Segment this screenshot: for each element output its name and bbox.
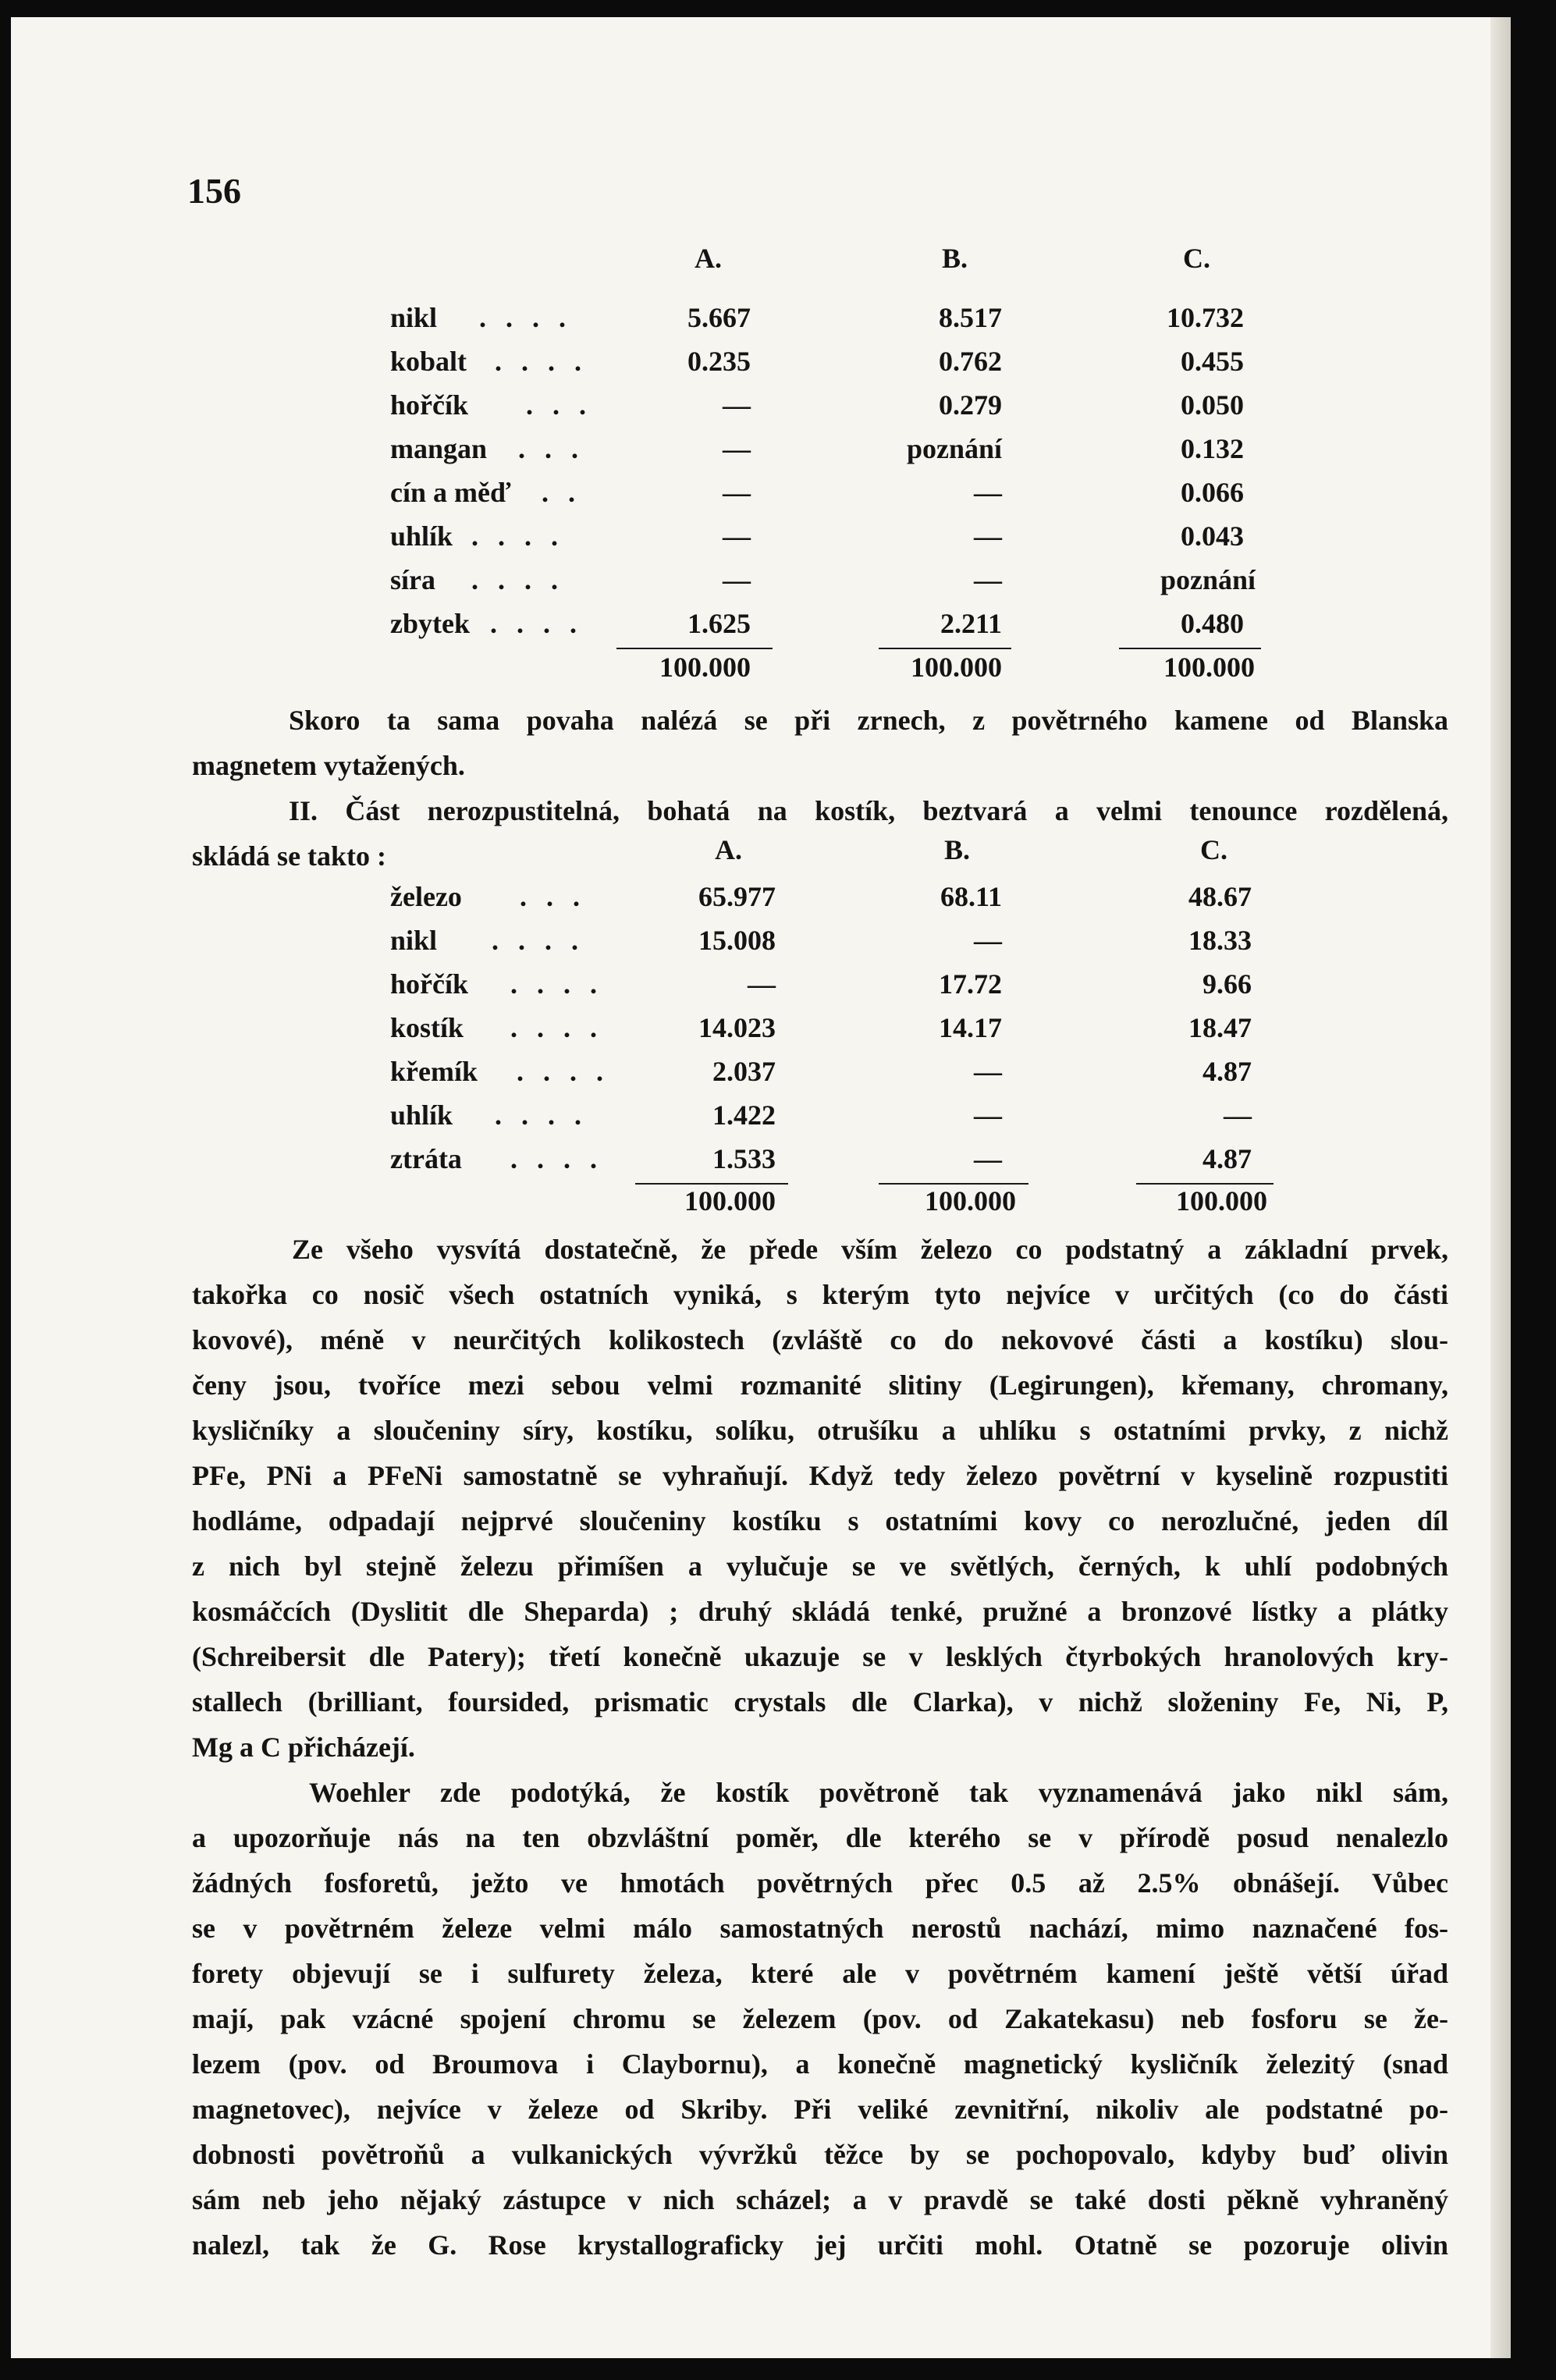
- text-line: se v povětrném železe velmi málo samostatných nerostů nachází, mimo naznačené fos-: [192, 1913, 1448, 1944]
- value-c: 0.066: [1181, 477, 1244, 508]
- text-line: hodláme, odpadají nejprvé sloučeniny kostíku s ostatními kovy co nerozlučné, jeden díl: [192, 1505, 1448, 1536]
- total-c: 100.000: [1163, 652, 1255, 683]
- row-label: zbytek: [390, 608, 470, 639]
- row-label: síra: [390, 564, 435, 595]
- page-edge: [1490, 17, 1511, 2358]
- value-a: —: [723, 433, 751, 464]
- value-b: —: [974, 564, 1002, 595]
- value-c: 4.87: [1203, 1056, 1252, 1087]
- value-b: —: [974, 1099, 1002, 1131]
- total-b: 100.000: [925, 1185, 1016, 1217]
- value-a: 0.235: [687, 346, 751, 377]
- text-line: II. Část nerozpustitelná, bohatá na kostík, beztvará a velmi tenounce rozdělená,: [289, 795, 1448, 826]
- row-label: železo: [390, 881, 462, 912]
- text-line: kosmáčcích (Dyslitit dle Sheparda) ; druhý skládá tenké, pružné a bronzové lístky a plátky: [192, 1596, 1448, 1627]
- paragraph: [289, 698, 1448, 743]
- text-line: stallech (brilliant, foursided, prismatic crystals dle Clarka), v nichž složeniny Fe, Ni, P,: [192, 1686, 1448, 1718]
- value-c: 0.043: [1181, 520, 1244, 552]
- value-c: 0.050: [1181, 389, 1244, 421]
- value-c: 18.47: [1188, 1012, 1252, 1043]
- value-c: 9.66: [1203, 968, 1252, 1000]
- column-header-a: A.: [715, 834, 742, 865]
- text-line: Woehler zde podotýká, že kostík povětroně tak vyznamenává jako nikl sám,: [309, 1777, 1448, 1808]
- sum-rule: [616, 648, 773, 649]
- value-a: —: [723, 520, 751, 552]
- value-a: —: [723, 389, 751, 421]
- value-b: —: [974, 1056, 1002, 1087]
- value-b: —: [974, 477, 1002, 508]
- leader-dots: . . .: [520, 881, 586, 912]
- value-b: —: [974, 520, 1002, 552]
- value-a: 1.625: [687, 608, 751, 639]
- text-line: žádných fosforetů, ježto ve hmotách povětrných přec 0.5 až 2.5% obnášejí. Vůbec: [192, 1867, 1448, 1899]
- paragraph: [192, 1770, 1448, 2268]
- value-a: 14.023: [698, 1012, 776, 1043]
- text-line: kovové), méně v neurčitých kolikostech (zvláště co do nekovové části a kostíku) slou-: [192, 1324, 1448, 1355]
- value-c: 10.732: [1167, 302, 1244, 333]
- leader-dots: . . . .: [495, 346, 588, 377]
- leader-dots: . . . .: [495, 1099, 588, 1131]
- row-label: uhlík: [390, 1099, 453, 1131]
- value-b: 14.17: [939, 1012, 1002, 1043]
- total-c: 100.000: [1176, 1185, 1267, 1217]
- leader-dots: . . . .: [471, 564, 564, 595]
- leader-dots: . . .: [518, 433, 584, 464]
- text-line: Mg a C přicházejí.: [192, 1732, 415, 1763]
- value-a: 1.422: [712, 1099, 776, 1131]
- value-a: 65.977: [698, 881, 776, 912]
- text-line: lezem (pov. od Broumova i Claybornu), a konečně magnetický kysličník železitý (snad: [192, 2048, 1448, 2080]
- value-a: —: [723, 477, 751, 508]
- section-heading-paragraph: [289, 788, 1448, 833]
- column-header-b: B.: [942, 243, 968, 274]
- text-line: takořka co nosič všech ostatních vyniká, s kterým tyto nejvíce v určitých (co do části: [192, 1279, 1448, 1310]
- row-label: ztráta: [390, 1143, 462, 1174]
- row-label: hořčík: [390, 389, 469, 421]
- paragraph: [192, 743, 1448, 788]
- row-label: nikl: [390, 925, 438, 956]
- paragraph: [192, 833, 504, 879]
- column-header-c: C.: [1183, 243, 1210, 274]
- total-a: 100.000: [684, 1185, 776, 1217]
- text-line: forety objevují se i sulfurety železa, které ale v povětrném kamení ještě větší úřad: [192, 1958, 1448, 1989]
- sum-rule: [1119, 648, 1261, 649]
- value-c: —: [1224, 1099, 1252, 1131]
- value-b: poznání: [906, 433, 1002, 464]
- value-b: 0.279: [939, 389, 1002, 421]
- value-c: poznání: [1160, 564, 1256, 595]
- value-a: —: [748, 968, 776, 1000]
- value-a: 2.037: [712, 1056, 776, 1087]
- column-header-b: B.: [944, 834, 971, 865]
- text-line: čeny jsou, tvoříce mezi sebou velmi rozmanité slitiny (Legirungen), křemany, chromany,: [192, 1369, 1448, 1401]
- text-line: a upozorňuje nás na ten obzvláštní poměr, dle kterého se v přírodě posud nenalezlo: [192, 1822, 1448, 1853]
- text-line: mají, pak vzácné spojení chromu se železem (pov. od Zakatekasu) neb fosforu se že-: [192, 2003, 1448, 2034]
- value-a: —: [723, 564, 751, 595]
- text-line: z nich byl stejně železu přimíšen a vylučuje se ve světlých, černých, k uhlí podobných: [192, 1551, 1448, 1582]
- value-c: 4.87: [1203, 1143, 1252, 1174]
- value-b: —: [974, 1143, 1002, 1174]
- value-b: 2.211: [940, 608, 1002, 639]
- leader-dots: . . . .: [510, 1012, 603, 1043]
- value-b: 68.11: [940, 881, 1002, 912]
- total-b: 100.000: [911, 652, 1002, 683]
- text-line: kysličníky a sloučeniny síry, kostíku, solíku, otrušíku a uhlíku s ostatními prvky, z nichž: [192, 1415, 1448, 1446]
- row-label: kostík: [390, 1012, 464, 1043]
- leader-dots: . .: [542, 477, 581, 508]
- leader-dots: . . . .: [479, 302, 572, 333]
- value-b: —: [974, 925, 1002, 956]
- text-line: (Schreibersit dle Patery); třetí konečně ukazuje se v lesklých čtyrbokých hranolových kry-: [192, 1641, 1448, 1672]
- sum-rule: [879, 648, 1011, 649]
- leader-dots: . . . .: [510, 1143, 603, 1174]
- row-label: uhlík: [390, 520, 453, 552]
- text-line: Ze všeho vysvítá dostatečně, že přede vším železo co podstatný a základní prvek,: [292, 1234, 1448, 1265]
- value-a: 15.008: [698, 925, 776, 956]
- leader-dots: . . .: [526, 389, 592, 421]
- value-b: 17.72: [939, 968, 1002, 1000]
- text-line: magnetovec), nejvíce v železe od Skriby. Při veliké zevnitřní, nikoliv ale podstatné po-: [192, 2094, 1448, 2125]
- row-label: cín a měď: [390, 477, 511, 508]
- value-a: 1.533: [712, 1143, 776, 1174]
- paragraph: [192, 1227, 1448, 1770]
- text-line: sám neb jeho nějaký zástupce v nich scházel; a v pravdě se také dosti pěkně vyhraněný: [192, 2184, 1448, 2215]
- row-label: křemík: [390, 1056, 478, 1087]
- leader-dots: . . . .: [510, 968, 603, 1000]
- value-a: 5.667: [687, 302, 751, 333]
- text-line: skládá se takto :: [192, 840, 387, 872]
- row-label: hořčík: [390, 968, 469, 1000]
- text-line: PFe, PNi a PFeNi samostatně se vyhraňují. Když tedy železo povětrní v kyselině rozpustiti: [192, 1460, 1448, 1491]
- column-header-a: A.: [695, 243, 722, 274]
- row-label: mangan: [390, 433, 488, 464]
- value-c: 0.455: [1181, 346, 1244, 377]
- text-line: Skoro ta sama povaha nalézá se při zrnech, z povětrného kamene od Blanska: [289, 705, 1448, 736]
- book-page: [11, 17, 1511, 2358]
- column-header-c: C.: [1200, 834, 1227, 865]
- text-line: nalezl, tak že G. Rose krystallograficky jej určiti mohl. Otatně se pozoruje olivin: [192, 2229, 1448, 2261]
- leader-dots: . . . .: [490, 608, 583, 639]
- row-label: kobalt: [390, 346, 467, 377]
- value-c: 0.480: [1181, 608, 1244, 639]
- value-c: 48.67: [1188, 881, 1252, 912]
- page-number: 156: [187, 171, 241, 211]
- leader-dots: . . . .: [471, 520, 564, 552]
- text-line: dobnosti povětroňů a vulkanických vývržků těžce by se pochopovalo, kdyby buď olivin: [192, 2139, 1448, 2170]
- leader-dots: . . . .: [492, 925, 584, 956]
- total-a: 100.000: [659, 652, 751, 683]
- value-b: 8.517: [939, 302, 1002, 333]
- row-label: nikl: [390, 302, 438, 333]
- text-line: magnetem vytažených.: [192, 750, 465, 781]
- leader-dots: . . . .: [517, 1056, 609, 1087]
- value-c: 18.33: [1188, 925, 1252, 956]
- value-c: 0.132: [1181, 433, 1244, 464]
- value-b: 0.762: [939, 346, 1002, 377]
